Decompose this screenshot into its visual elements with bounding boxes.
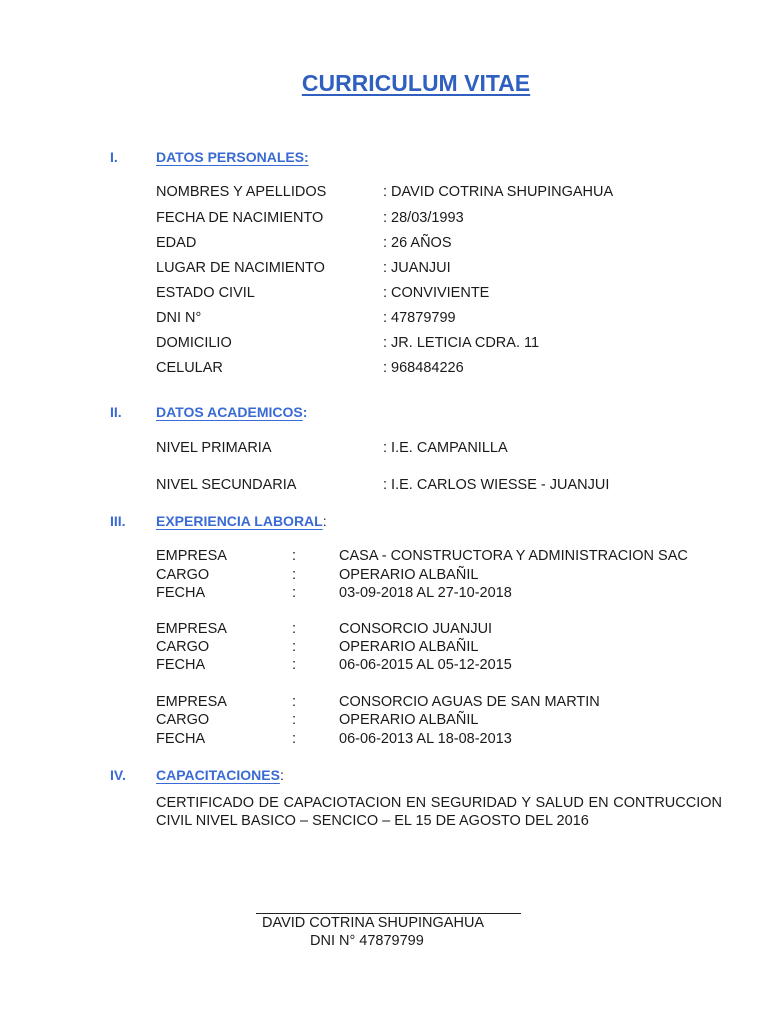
job-0-fecha-label: FECHA: [156, 585, 206, 601]
job-0-fecha: 03-09-2018 AL 27-10-2018: [339, 585, 512, 601]
personal-label-0: NOMBRES Y APELLIDOS: [156, 184, 327, 200]
job-1-cargo-sep: :: [292, 639, 297, 655]
job-2-empresa-sep: :: [292, 694, 297, 710]
section-academic-title: [156, 404, 307, 420]
academic-label-0: NIVEL PRIMARIA: [156, 440, 272, 456]
section-experience-colon: :: [322, 513, 327, 529]
personal-label-2: EDAD: [156, 235, 197, 251]
personal-label-4: ESTADO CIVIL: [156, 285, 255, 301]
signature-name: DAVID COTRINA SHUPINGAHUA: [262, 915, 485, 931]
section-experience-title: [156, 513, 327, 529]
section-experience-title-text: EXPERIENCIA LABORAL: [156, 513, 323, 529]
job-2-fecha-sep: :: [292, 731, 297, 747]
job-2-fecha: 06-06-2013 AL 18-08-2013: [339, 731, 512, 747]
section-academic-title-text: DATOS ACADEMICOS: [156, 404, 303, 420]
personal-value-4: : CONVIVIENTE: [383, 285, 490, 301]
job-2-empresa: CONSORCIO AGUAS DE SAN MARTIN: [339, 694, 600, 710]
section-personal-title-text: DATOS PERSONALES:: [156, 149, 309, 165]
job-2-empresa-label: EMPRESA: [156, 694, 227, 710]
section-experience-number: III.: [110, 513, 126, 529]
job-0-fecha-sep: :: [292, 585, 297, 601]
personal-value-2: : 26 AÑOS: [383, 235, 452, 251]
job-2-cargo: OPERARIO ALBAÑIL: [339, 712, 479, 728]
job-1-cargo: OPERARIO ALBAÑIL: [339, 639, 479, 655]
personal-value-7: : 968484226: [383, 360, 464, 376]
personal-value-1: : 28/03/1993: [383, 210, 464, 226]
job-1-empresa-sep: :: [292, 621, 297, 637]
academic-value-1: : I.E. CARLOS WIESSE - JUANJUI: [383, 477, 610, 493]
section-training-colon: :: [279, 767, 284, 783]
personal-value-5: : 47879799: [383, 310, 456, 326]
job-1-empresa-label: EMPRESA: [156, 621, 227, 637]
job-0-empresa-label: EMPRESA: [156, 548, 227, 564]
section-personal-number: I.: [110, 149, 118, 165]
job-1-fecha-sep: :: [292, 657, 297, 673]
training-paragraph: CERTIFICADO DE CAPACIOTACION EN SEGURIDAD Y SALUD EN CONTRUCCION CIVIL NIVEL BASICO – SENCICO – EL 15 DE AGOSTO DEL 2016: [156, 795, 722, 829]
job-0-cargo: OPERARIO ALBAÑIL: [339, 567, 479, 583]
section-training-number: IV.: [110, 767, 126, 783]
signature-line: [256, 913, 521, 914]
job-2-cargo-sep: :: [292, 712, 297, 728]
section-training-title: [156, 767, 284, 783]
job-1-fecha: 06-06-2015 AL 05-12-2015: [339, 657, 512, 673]
section-academic-colon: :: [302, 404, 308, 420]
section-personal-title: [156, 149, 309, 165]
personal-value-3: : JUANJUI: [383, 260, 451, 276]
section-training-title-text: CAPACITACIONES: [156, 767, 280, 783]
job-1-empresa: CONSORCIO JUANJUI: [339, 621, 493, 637]
job-0-empresa: CASA - CONSTRUCTORA Y ADMINISTRACION SAC: [339, 548, 688, 564]
job-0-cargo-label: CARGO: [156, 567, 210, 583]
academic-value-0: : I.E. CAMPANILLA: [383, 440, 508, 456]
personal-label-6: DOMICILIO: [156, 335, 232, 351]
job-0-empresa-sep: :: [292, 548, 297, 564]
personal-label-7: CELULAR: [156, 360, 223, 376]
section-academic-number: II.: [110, 404, 122, 420]
job-2-cargo-label: CARGO: [156, 712, 210, 728]
job-2-fecha-label: FECHA: [156, 731, 206, 747]
signature-dni: DNI N° 47879799: [310, 933, 424, 949]
document-title: CURRICULUM VITAE: [301, 70, 531, 96]
personal-label-1: FECHA DE NACIMIENTO: [156, 210, 324, 226]
personal-value-6: : JR. LETICIA CDRA. 11: [383, 335, 540, 351]
academic-label-1: NIVEL SECUNDARIA: [156, 477, 297, 493]
job-0-cargo-sep: :: [292, 567, 297, 583]
personal-label-5: DNI N°: [156, 310, 202, 326]
personal-value-0: : DAVID COTRINA SHUPINGAHUA: [383, 184, 614, 200]
personal-label-3: LUGAR DE NACIMIENTO: [156, 260, 325, 276]
job-1-fecha-label: FECHA: [156, 657, 206, 673]
job-1-cargo-label: CARGO: [156, 639, 210, 655]
